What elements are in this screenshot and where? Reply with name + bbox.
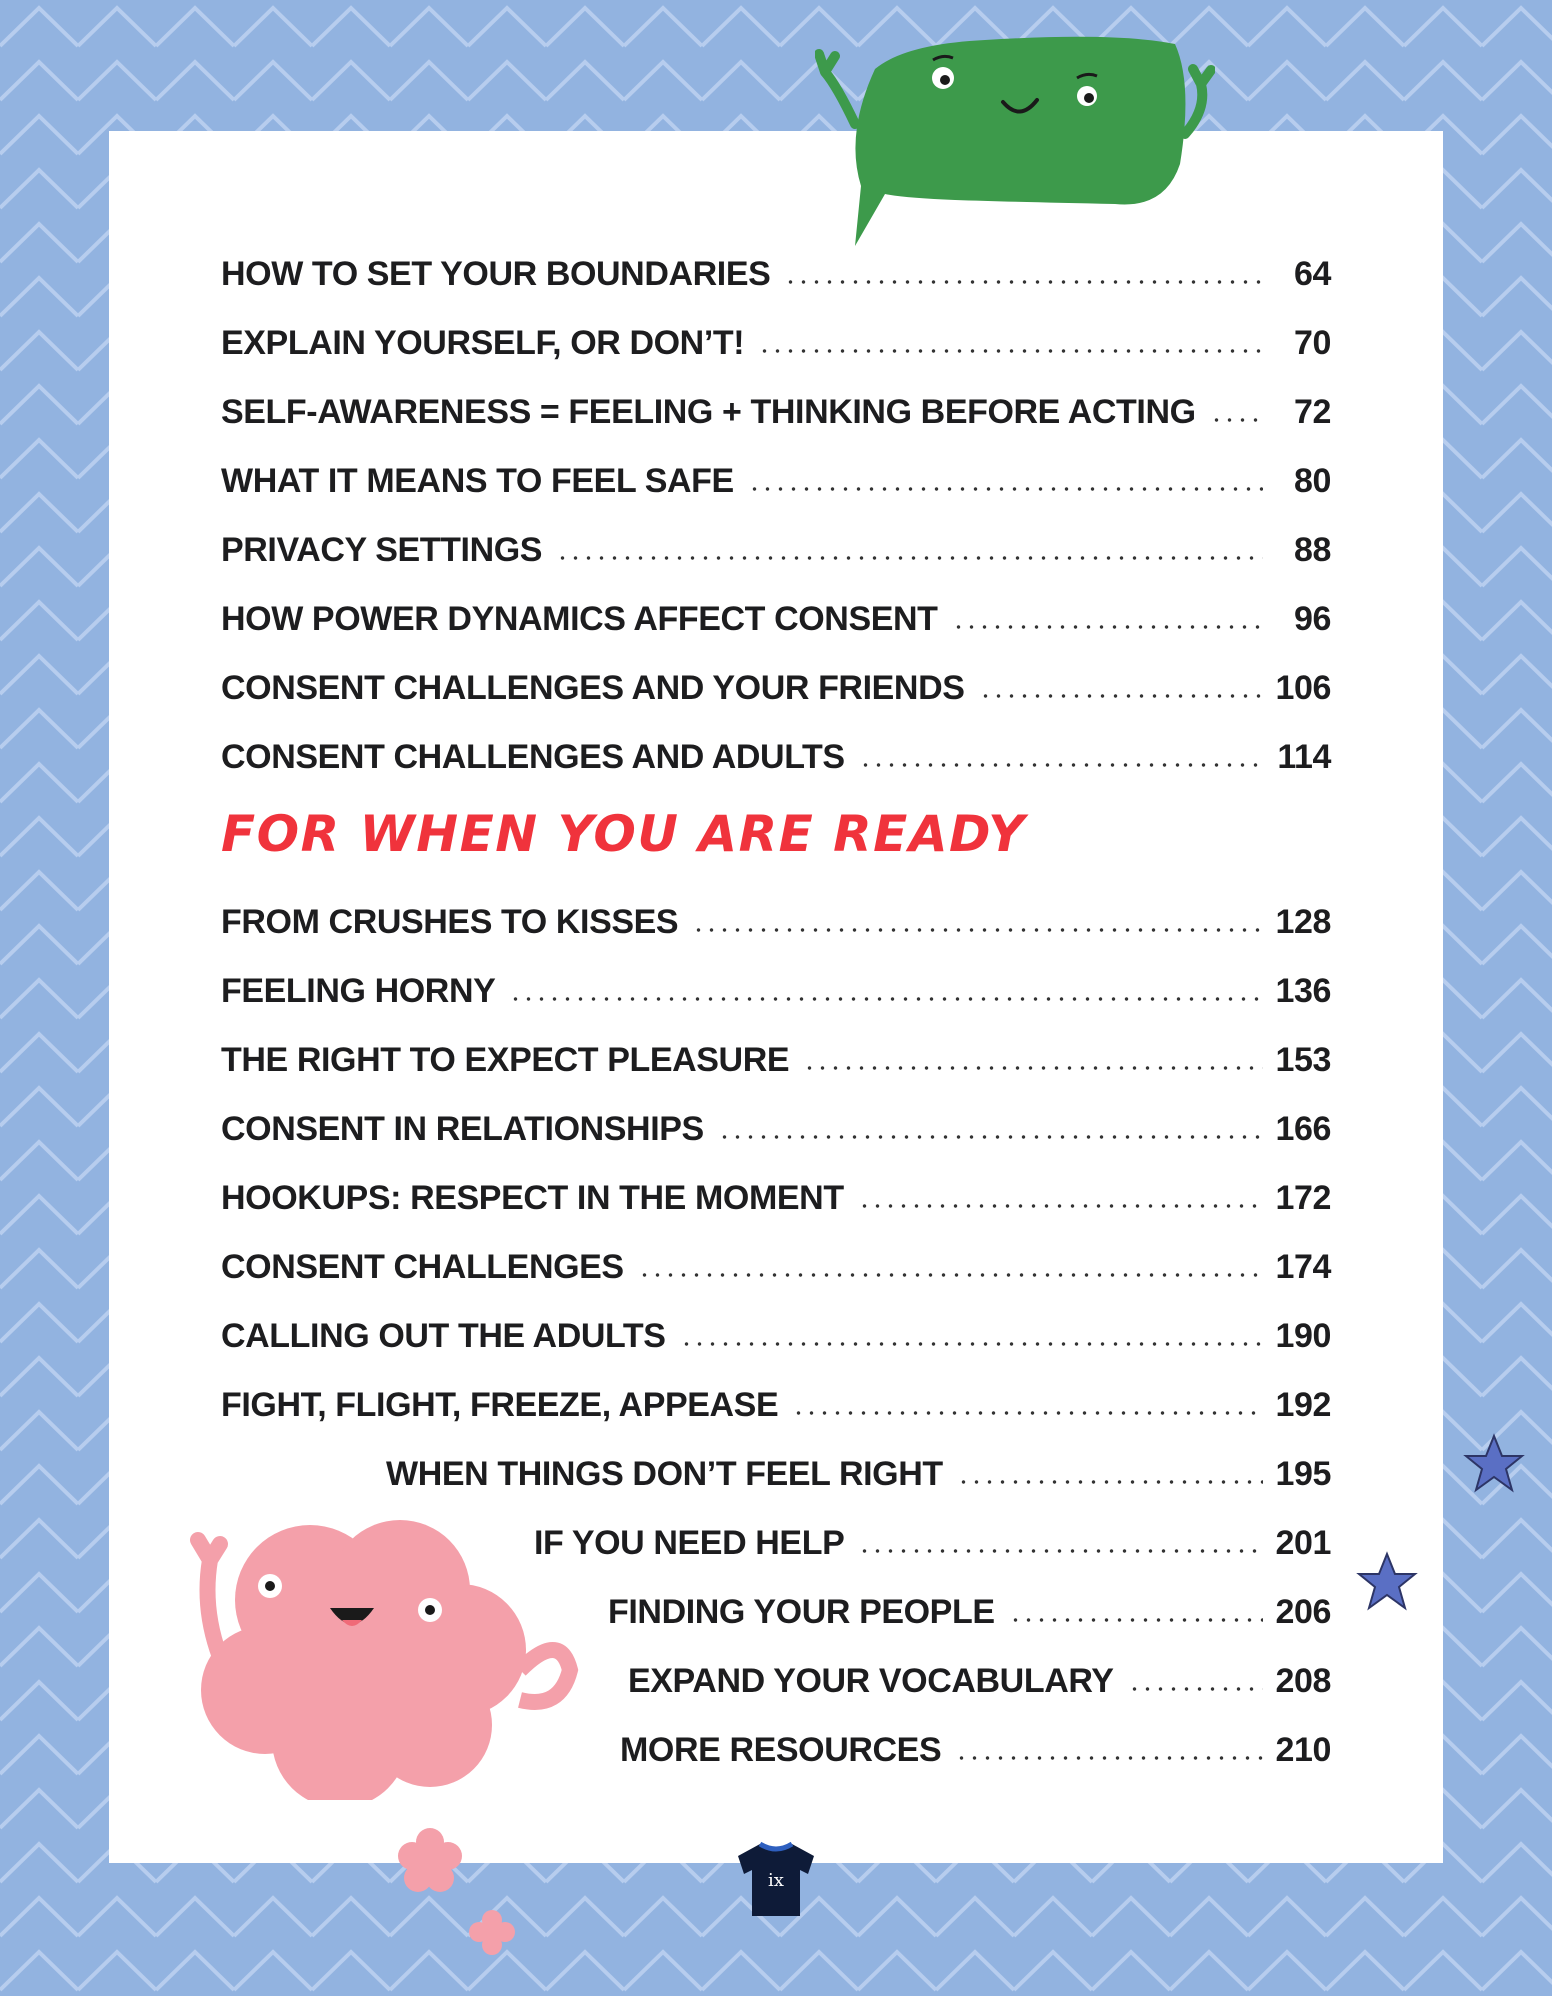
toc-entry-page: 128 bbox=[1275, 903, 1331, 941]
toc-entry-title: CONSENT IN RELATIONSHIPS bbox=[221, 1110, 704, 1148]
toc-entry-page: 192 bbox=[1275, 1386, 1331, 1424]
toc-dot-leader bbox=[858, 1202, 1263, 1210]
toc-entry-title: WHAT IT MEANS TO FEEL SAFE bbox=[221, 462, 734, 500]
toc-entry-page: 206 bbox=[1275, 1593, 1331, 1631]
toc-dot-leader bbox=[680, 1340, 1264, 1348]
toc-entry-page: 210 bbox=[1275, 1731, 1331, 1769]
toc-dot-leader bbox=[803, 1064, 1263, 1072]
toc-entry-title: CALLING OUT THE ADULTS bbox=[221, 1317, 666, 1355]
toc-entry[interactable] bbox=[221, 1375, 1331, 1425]
toc-dot-leader bbox=[957, 1478, 1263, 1486]
toc-dot-leader bbox=[792, 1409, 1263, 1417]
toc-dot-leader bbox=[758, 347, 1263, 355]
toc-entry[interactable] bbox=[221, 1030, 1331, 1080]
toc-dot-leader bbox=[718, 1133, 1263, 1141]
toc-entry-page: 208 bbox=[1275, 1662, 1331, 1700]
toc-entry-page: 70 bbox=[1293, 324, 1331, 362]
toc-entry[interactable] bbox=[221, 244, 1331, 294]
toc-entry-title: WHEN THINGS DON’T FEEL RIGHT bbox=[386, 1455, 943, 1493]
toc-entry-page: 106 bbox=[1275, 669, 1331, 707]
flower-icon bbox=[462, 1902, 522, 1962]
toc-entry-page: 80 bbox=[1293, 462, 1331, 500]
toc-entry-title: PRIVACY SETTINGS bbox=[221, 531, 543, 569]
toc-entry[interactable] bbox=[628, 1651, 1331, 1701]
toc-entry-page: 172 bbox=[1275, 1179, 1331, 1217]
star-icon bbox=[1462, 1432, 1526, 1496]
flower-icon bbox=[390, 1820, 470, 1900]
toc-entry[interactable] bbox=[221, 313, 1331, 363]
toc-entry[interactable] bbox=[221, 1099, 1331, 1149]
toc-entry[interactable] bbox=[221, 520, 1331, 570]
toc-entry-title: CONSENT CHALLENGES AND YOUR FRIENDS bbox=[221, 669, 965, 707]
toc-entry-title: IF YOU NEED HELP bbox=[534, 1524, 845, 1562]
toc-dot-leader bbox=[952, 623, 1263, 631]
toc-entry-title: CONSENT CHALLENGES AND ADULTS bbox=[221, 738, 845, 776]
toc-entry[interactable] bbox=[534, 1513, 1331, 1563]
toc-dot-leader bbox=[556, 554, 1263, 562]
section-heading: FOR WHEN YOU ARE READY bbox=[221, 805, 1026, 863]
toc-entry-page: 166 bbox=[1275, 1110, 1331, 1148]
toc-entry[interactable] bbox=[221, 1306, 1331, 1356]
toc-entry-title: FINDING YOUR PEOPLE bbox=[608, 1593, 995, 1631]
toc-entry-page: 114 bbox=[1277, 738, 1331, 776]
toc-dot-leader bbox=[748, 485, 1263, 493]
toc-dot-leader bbox=[509, 995, 1263, 1003]
toc-dot-leader bbox=[979, 692, 1264, 700]
toc-entry-title: EXPAND YOUR VOCABULARY bbox=[628, 1662, 1114, 1700]
toc-entry-title: FROM CRUSHES TO KISSES bbox=[221, 903, 679, 941]
page-number: ix bbox=[768, 1870, 784, 1891]
toc-dot-leader bbox=[638, 1271, 1263, 1279]
toc-entry[interactable] bbox=[221, 658, 1331, 708]
toc-entry-page: 195 bbox=[1275, 1455, 1331, 1493]
toc-entry-title: MORE RESOURCES bbox=[620, 1731, 942, 1769]
toc-entry-page: 201 bbox=[1275, 1524, 1331, 1562]
toc-entry[interactable] bbox=[221, 382, 1331, 432]
toc-dot-leader bbox=[1009, 1616, 1263, 1624]
toc-entry-page: 190 bbox=[1275, 1317, 1331, 1355]
toc-entry-title: HOOKUPS: RESPECT IN THE MOMENT bbox=[221, 1179, 844, 1217]
toc-entry-title: FEELING HORNY bbox=[221, 972, 496, 1010]
toc-entry[interactable] bbox=[620, 1720, 1331, 1770]
toc-entry[interactable] bbox=[221, 892, 1331, 942]
toc-entry[interactable] bbox=[221, 1237, 1331, 1287]
toc-entry[interactable] bbox=[221, 961, 1331, 1011]
toc-entry[interactable] bbox=[221, 727, 1331, 777]
toc-entry-title: HOW TO SET YOUR BOUNDARIES bbox=[221, 255, 771, 293]
toc-entry-page: 88 bbox=[1293, 531, 1331, 569]
star-icon bbox=[1355, 1550, 1419, 1614]
toc-dot-leader bbox=[859, 761, 1263, 769]
toc-entry-title: THE RIGHT TO EXPECT PLEASURE bbox=[221, 1041, 790, 1079]
toc-dot-leader bbox=[692, 926, 1263, 934]
cloud-character-icon bbox=[150, 1480, 590, 1800]
toc-dot-leader bbox=[955, 1754, 1263, 1762]
toc-entry-title: CONSENT CHALLENGES bbox=[221, 1248, 624, 1286]
toc-entry[interactable] bbox=[221, 1168, 1331, 1218]
toc-entry-page: 174 bbox=[1275, 1248, 1331, 1286]
toc-entry-page: 64 bbox=[1293, 255, 1331, 293]
toc-entry-page: 153 bbox=[1275, 1041, 1331, 1079]
toc-entry[interactable] bbox=[221, 589, 1331, 639]
toc-dot-leader bbox=[1210, 416, 1263, 424]
toc-dot-leader bbox=[858, 1547, 1263, 1555]
toc-entry-title: FIGHT, FLIGHT, FREEZE, APPEASE bbox=[221, 1386, 779, 1424]
toc-entry[interactable] bbox=[221, 451, 1331, 501]
toc-entry-page: 96 bbox=[1293, 600, 1331, 638]
toc-entry[interactable] bbox=[608, 1582, 1331, 1632]
speech-bubble-character-icon bbox=[815, 14, 1215, 254]
toc-entry-title: HOW POWER DYNAMICS AFFECT CONSENT bbox=[221, 600, 938, 638]
toc-entry-page: 136 bbox=[1275, 972, 1331, 1010]
toc-entry-title: SELF-AWARENESS = FEELING + THINKING BEFORE ACTING bbox=[221, 393, 1196, 431]
toc-dot-leader bbox=[784, 278, 1263, 286]
page-number-badge bbox=[734, 1840, 818, 1920]
toc-entry-page: 72 bbox=[1293, 393, 1331, 431]
toc-dot-leader bbox=[1128, 1685, 1263, 1693]
toc-entry-title: EXPLAIN YOURSELF, OR DON’T! bbox=[221, 324, 745, 362]
